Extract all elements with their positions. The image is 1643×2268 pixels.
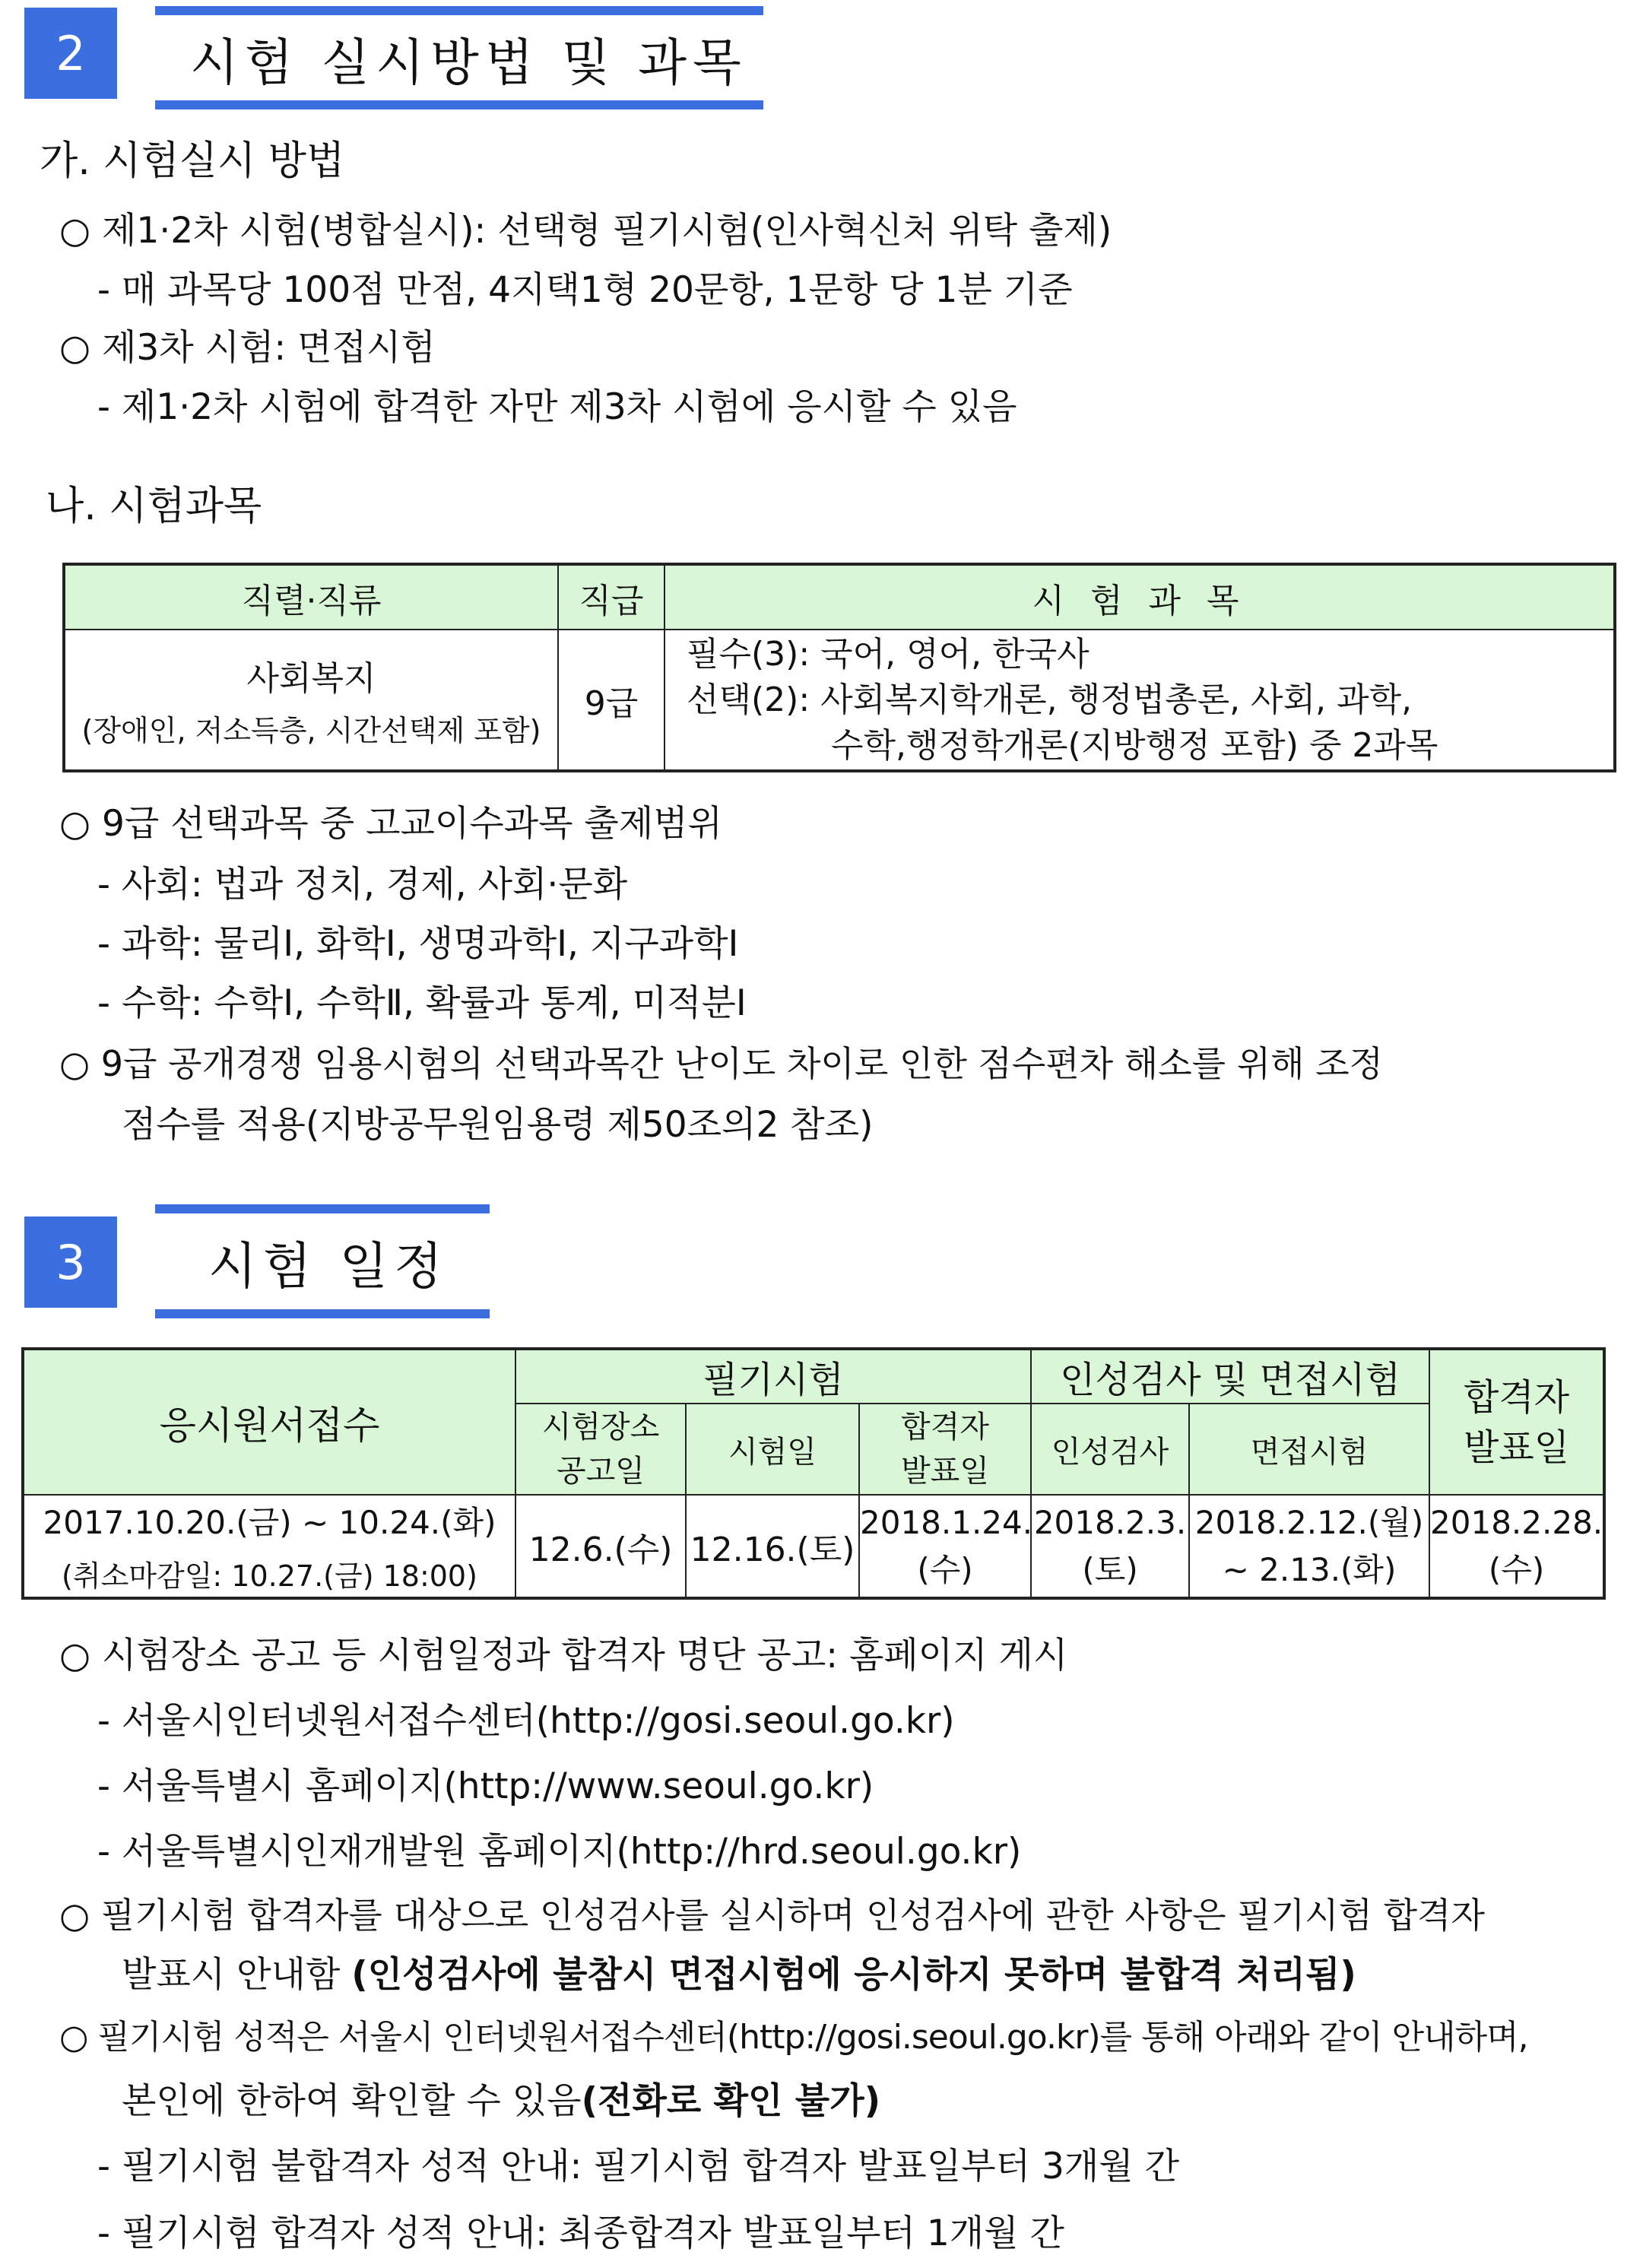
section-title: 시험 일정	[208, 1236, 449, 1296]
section-title-bar	[155, 6, 763, 109]
cell-interview: 2018.2.12.(월) ~ 2.13.(화)	[1189, 1495, 1429, 1598]
list-item: - 필기시험 합격자 성적 안내: 최종합격자 발표일부터 1개월 간	[97, 2212, 1064, 2254]
list-item: ○ 시험장소 공고 등 시험일정과 합격자 명단 공고: 홈페이지 게시	[59, 1635, 1068, 1676]
list-item: ○ 제3차 시험: 면접시험	[59, 327, 436, 369]
section-title: 시험 실시방법 및 과목	[190, 33, 747, 92]
application-period: 2017.10.20.(금) ~ 10.24.(화)	[43, 1504, 496, 1541]
list-item: 점수를 적용(지방공무원임용령 제50조의2 참조)	[122, 1104, 874, 1146]
header-final-result: 합격자 발표일	[1429, 1349, 1604, 1495]
cell-final-result: 2018.2.28. (수)	[1429, 1495, 1604, 1598]
series-name: 사회복지	[246, 659, 376, 698]
table-header: 직급	[558, 564, 664, 630]
list-item: ○ 제1·2차 시험(병합실시): 선택형 필기시험(인사혁신처 위탁 출제)	[59, 210, 1112, 252]
list-item: - 수학: 수학Ⅰ, 수학Ⅱ, 확률과 통계, 미적분Ⅰ	[97, 982, 747, 1024]
list-item: ○ 9급 공개경쟁 임용시험의 선택과목간 난이도 차이로 인한 점수편차 해소를 위해 조정	[59, 1043, 1384, 1084]
subsection-heading: 가. 시험실시 방법	[40, 138, 345, 184]
schedule-table	[21, 1347, 1606, 1600]
table-cell-series	[64, 630, 558, 771]
list-item: - 사회: 법과 정치, 경제, 사회·문화	[97, 864, 628, 906]
note-text: 발표시 안내함	[122, 1954, 352, 1996]
list-item: - 서울시인터넷원서접수센터(http://gosi.seoul.go.kr)	[97, 1700, 955, 1742]
note-emphasis: (인성검사에 불참시 면접시험에 응시하지 못하며 불합격 처리됨)	[351, 1954, 1356, 1996]
table-header: 직렬·직류	[64, 564, 558, 630]
header-venue-notice: 시험장소 공고일	[515, 1404, 686, 1495]
header-interview-exam: 면접시험	[1189, 1404, 1429, 1495]
cell-personality: 2018.2.3. (토)	[1031, 1495, 1189, 1598]
table-cell-grade: 9급	[558, 630, 664, 771]
section-number-badge	[24, 1216, 117, 1308]
list-item: ○ 9급 선택과목 중 고교이수과목 출제범위	[59, 803, 723, 845]
series-note: (장애인, 저소득층, 시간선택제 포함)	[81, 714, 541, 747]
list-item: - 서울특별시인재개발원 홈페이지(http://hrd.seoul.go.kr)	[97, 1831, 1022, 1873]
header-application: 응시원서접수	[23, 1349, 515, 1495]
header-personality-test: 인성검사	[1031, 1404, 1189, 1495]
cell-venue-notice: 12.6.(수)	[515, 1495, 686, 1598]
section-number: 3	[56, 1234, 86, 1290]
section-number: 2	[56, 25, 86, 81]
section-title-bar	[155, 1204, 490, 1318]
application-note: (취소마감일: 10.27.(금) 18:00)	[62, 1559, 477, 1593]
section-number-badge	[24, 8, 117, 99]
subject-line: 수학,행정학개론(지방행정 포함) 중 2과목	[831, 725, 1438, 765]
table-cell-subjects	[664, 630, 1615, 771]
cell-exam-date: 12.16.(토)	[686, 1495, 859, 1598]
subsection-heading: 나. 시험과목	[46, 484, 262, 529]
list-item: - 매 과목당 100점 만점, 4지택1형 20문항, 1문항 당 1분 기준	[97, 269, 1073, 311]
list-item: - 제1·2차 시험에 합격한 자만 제3차 시험에 응시할 수 있음	[97, 386, 1017, 428]
list-item: ○ 필기시험 성적은 서울시 인터넷원서접수센터(http://gosi.seoul.go.kr)를 통해 아래와 같이 안내하며,	[59, 2018, 1528, 2057]
subjects-table	[62, 563, 1616, 772]
header-written-exam: 필기시험	[515, 1349, 1031, 1404]
table-header: 시 험 과 목	[664, 564, 1615, 630]
note-text: 본인에 한하여 확인할 수 있음	[122, 2080, 582, 2122]
cell-application	[23, 1495, 515, 1598]
subject-line: 필수(3): 국어, 영어, 한국사	[687, 634, 1090, 674]
subject-line: 선택(2): 사회복지학개론, 행정법총론, 사회, 과학,	[687, 680, 1413, 719]
list-item	[122, 1954, 1356, 1996]
list-item: ○ 필기시험 합격자를 대상으로 인성검사를 실시하며 인성검사에 관한 사항은 필기시험 합격자	[59, 1895, 1485, 1936]
cell-written-result: 2018.1.24. (수)	[859, 1495, 1031, 1598]
header-exam-date: 시험일	[686, 1404, 859, 1495]
note-emphasis: (전화로 확인 불가)	[581, 2080, 881, 2122]
header-written-result: 합격자 발표일	[859, 1404, 1031, 1495]
list-item: - 과학: 물리Ⅰ, 화학Ⅰ, 생명과학Ⅰ, 지구과학Ⅰ	[97, 923, 739, 965]
list-item: - 필기시험 불합격자 성적 안내: 필기시험 합격자 발표일부터 3개월 간	[97, 2146, 1180, 2187]
list-item	[122, 2080, 881, 2122]
list-item: - 서울특별시 홈페이지(http://www.seoul.go.kr)	[97, 1765, 874, 1807]
header-interview: 인성검사 및 면접시험	[1031, 1349, 1429, 1404]
